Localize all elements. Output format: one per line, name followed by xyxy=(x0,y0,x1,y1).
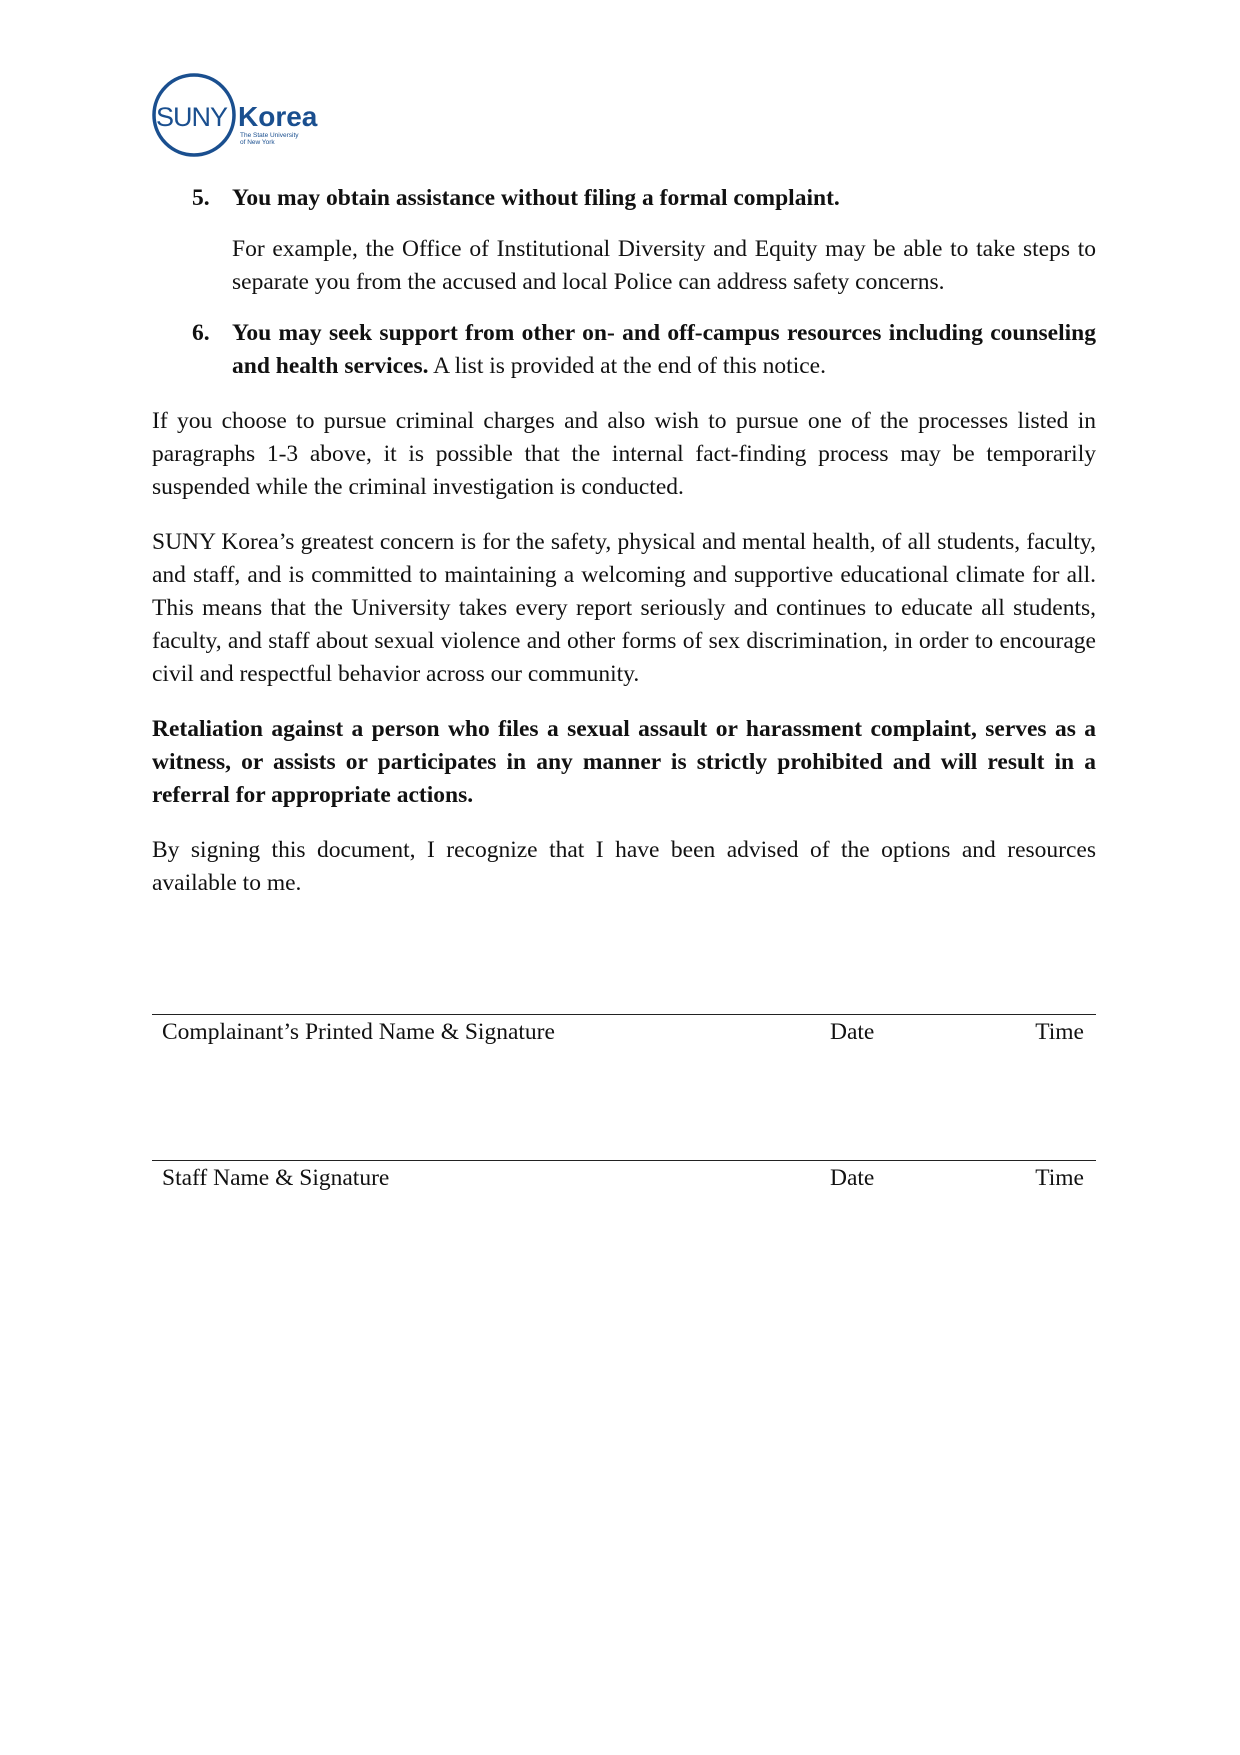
retaliation-paragraph: Retaliation against a person who files a sexual assault or harassment complaint, serves as a witness, or assists or participates in any manner is strictly prohibited and will result in a referral for appropriate actions. xyxy=(152,716,1096,808)
signature-label: Staff Name & Signature xyxy=(162,1165,390,1191)
document-body xyxy=(152,182,1096,900)
signature-label: Complainant’s Printed Name & Signature xyxy=(162,1019,555,1045)
list-item-5 xyxy=(152,182,1096,299)
item-body: A list is provided at the end of this notice. xyxy=(428,353,826,379)
concern-paragraph: SUNY Korea’s greatest concern is for the safety, physical and mental health, of all students, faculty, and staff, and is committed to maintaining a welcoming and supportive educational climate for all. This means that the University takes every report seriously and continues to educate all students, faculty, and staff about sexual violence and other forms of sex discrimination, in order to encourage civil and respectful behavior across our community. xyxy=(152,529,1096,687)
date-label: Date xyxy=(830,1165,875,1191)
item-number: 6. xyxy=(192,320,210,346)
svg-text:SUNY: SUNY xyxy=(156,102,228,132)
staff-signature-line[interactable] xyxy=(152,1160,1096,1191)
svg-text:Korea: Korea xyxy=(238,101,318,132)
item-number: 5. xyxy=(192,185,210,211)
item-heading: You may seek support from other on- and off-campus resources including counseling and health services. xyxy=(232,320,1096,379)
time-label: Time xyxy=(1035,1019,1084,1045)
time-label: Time xyxy=(1035,1165,1084,1191)
acknowledgement-paragraph: By signing this document, I recognize that I have been advised of the options and resources available to me. xyxy=(152,837,1096,896)
list-item-6 xyxy=(152,317,1096,383)
item-heading: You may obtain assistance without filing a formal complaint. xyxy=(232,185,840,211)
item-body: For example, the Office of Institutional Diversity and Equity may be able to take steps to separate you from the accused and local Police can address safety concerns. xyxy=(232,236,1096,295)
date-label: Date xyxy=(830,1019,875,1045)
svg-text:The State University: The State University xyxy=(240,132,299,139)
criminal-charges-paragraph: If you choose to pursue criminal charges and also wish to pursue one of the processes listed in paragraphs 1-3 above, it is possible that the internal fact-finding process may be temporarily suspended while the criminal investigation is conducted. xyxy=(152,408,1096,500)
suny-korea-logo xyxy=(150,72,390,162)
complainant-signature-line[interactable] xyxy=(152,1014,1096,1045)
svg-text:of New York: of New York xyxy=(240,139,275,146)
